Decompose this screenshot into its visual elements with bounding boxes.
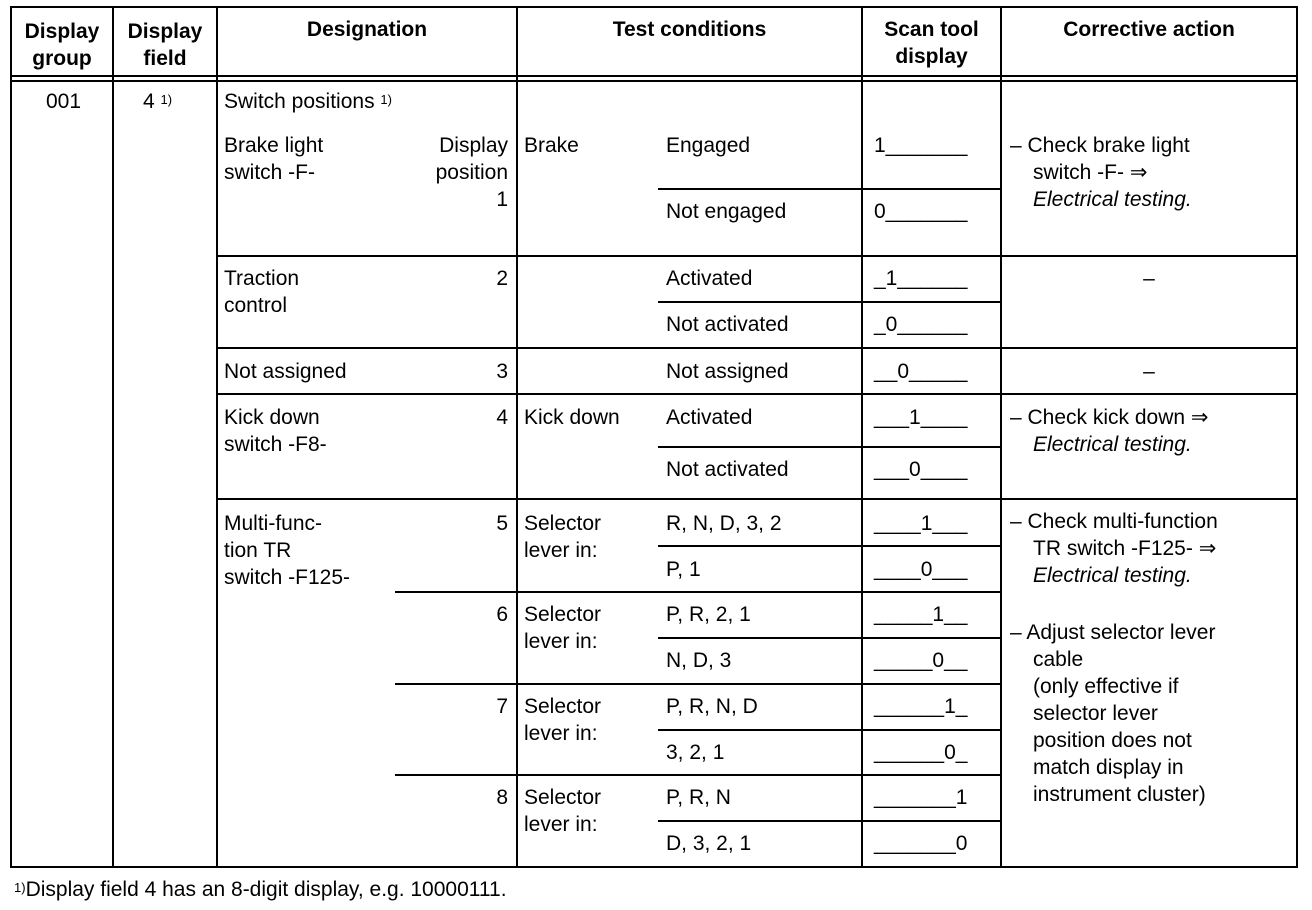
footnote-mark: 1): [14, 880, 26, 895]
brake-switch-name-line1: Brake light: [224, 134, 324, 157]
brake-state-not-engaged: Not engaged: [666, 200, 787, 223]
switch-positions-footnote-mark: 1): [380, 92, 392, 107]
traction-position-number: 2: [496, 267, 508, 290]
mf-action2-line6: match display in: [1033, 756, 1184, 779]
unassigned-display: __0_____: [874, 360, 968, 383]
display-group-value: 001: [46, 90, 82, 113]
unassigned-position-number: 3: [496, 360, 508, 383]
traction-state-not-activated: Not activated: [666, 313, 789, 336]
header-corrective-action: Corrective action: [1063, 18, 1235, 41]
traction-name-line1: Traction: [224, 267, 300, 290]
header-display-field-line2: field: [143, 47, 187, 70]
traction-display-activated: _1______: [874, 267, 968, 290]
mf-action2-line7: instrument cluster): [1033, 783, 1206, 806]
multifunction-name-line1: Multi-func-: [224, 512, 323, 535]
brake-action-link: Electrical testing.: [1033, 188, 1192, 211]
mf-position-8-state-b: D, 3, 2, 1: [666, 832, 752, 855]
mf-action1-line1: – Check multi-function: [1010, 510, 1218, 533]
mf-action1-line2: TR switch -F125- ⇒: [1033, 537, 1217, 560]
header-display-group-line2: group: [32, 47, 92, 70]
display-field-value: [143, 88, 172, 115]
kickdown-position-number: 4: [496, 406, 508, 429]
brake-action-line2: switch -F- ⇒: [1033, 161, 1148, 184]
brake-state-engaged: Engaged: [666, 134, 751, 157]
brake-corrective-action: [1010, 132, 1192, 213]
mf-corrective-action-adjust: [1010, 619, 1215, 808]
mf5-selector-line2: lever in:: [524, 539, 598, 562]
multifunction-name: [224, 510, 350, 591]
header-display-field: [114, 18, 216, 72]
display-position-line1: Display: [439, 134, 508, 157]
brake-switch-name-line2: switch -F-: [224, 161, 315, 184]
traction-name: [224, 265, 299, 319]
mf-position-6-state-a: P, R, 2, 1: [666, 603, 751, 626]
traction-name-line2: control: [224, 294, 288, 317]
mf7-selector-line2: lever in:: [524, 722, 598, 745]
header-test-conditions: Test conditions: [612, 18, 767, 41]
traction-corrective-action: –: [1143, 267, 1155, 290]
unassigned-name: Not assigned: [224, 360, 347, 383]
brake-action-line1: – Check brake light: [1010, 134, 1190, 157]
mf-position-6-state-b: N, D, 3: [666, 649, 732, 672]
mf8-selector-line1: Selector: [524, 786, 602, 809]
kickdown-display-not-activated: ___0____: [874, 458, 968, 481]
mf-position-7-state-b: 3, 2, 1: [666, 741, 725, 764]
unassigned-corrective-action: –: [1143, 360, 1155, 383]
mf-action2-line1: – Adjust selector lever: [1010, 621, 1216, 644]
header-scan-line1: Scan tool: [884, 18, 979, 41]
brake-condition: Brake: [524, 134, 579, 157]
mf-position-7-number: 7: [496, 695, 508, 718]
brake-display-not-engaged: 0_______: [874, 200, 968, 223]
mf-action1-link: Electrical testing.: [1033, 564, 1192, 587]
header-display-group-line1: Display: [24, 20, 100, 43]
switch-positions-label: Switch positions: [224, 90, 375, 113]
display-position-line2: position: [435, 161, 508, 184]
switch-positions-title: [224, 88, 392, 115]
kickdown-condition: Kick down: [524, 406, 620, 429]
multifunction-name-line3: switch -F125-: [224, 566, 351, 589]
header-display-field-line1: Display: [127, 20, 203, 43]
mf-position-5-selector: [524, 510, 601, 564]
mf-position-7-selector: [524, 693, 601, 747]
mf-position-6-selector: [524, 601, 601, 655]
brake-switch-name: [224, 132, 323, 186]
mf-position-5-state-a: R, N, D, 3, 2: [666, 512, 782, 535]
kickdown-state-not-activated: Not activated: [666, 458, 789, 481]
mf-position-6-display-a: _____1__: [874, 603, 968, 626]
footnote-text: Display field 4 has an 8-digit display, e.g. 10000111.: [25, 878, 507, 901]
header-scan-line2: display: [895, 45, 968, 68]
mf-position-7-display-a: ______1_: [874, 695, 968, 718]
mf-position-6-number: 6: [496, 603, 508, 626]
mf5-selector-line1: Selector: [524, 512, 602, 535]
multifunction-name-line2: tion TR: [224, 539, 292, 562]
brake-display-engaged: 1_______: [874, 134, 968, 157]
mf-position-5-state-b: P, 1: [666, 558, 701, 581]
traction-display-not-activated: _0______: [874, 313, 968, 336]
kickdown-name: [224, 404, 327, 458]
header-display-group: [12, 18, 112, 72]
kickdown-display-activated: ___1____: [874, 406, 968, 429]
traction-state-activated: Activated: [666, 267, 753, 290]
kickdown-action-line1: – Check kick down ⇒: [1010, 406, 1209, 429]
mf-position-7-state-a: P, R, N, D: [666, 695, 758, 718]
mf-corrective-action-check: [1010, 508, 1218, 589]
footnote: [14, 876, 507, 903]
kickdown-name-line2: switch -F8-: [224, 433, 327, 456]
mf8-selector-line2: lever in:: [524, 813, 598, 836]
kickdown-name-line1: Kick down: [224, 406, 320, 429]
header-scan-tool-display: [863, 16, 1000, 70]
brake-position-number: 1: [496, 188, 508, 211]
mf-position-5-number: 5: [496, 512, 508, 535]
kickdown-action-link: Electrical testing.: [1033, 433, 1192, 456]
kickdown-corrective-action: [1010, 404, 1209, 458]
display-field-footnote-mark: 1): [160, 92, 173, 107]
display-position-label: [400, 132, 508, 213]
mf-action2-line3: (only effective if: [1033, 675, 1179, 698]
mf7-selector-line1: Selector: [524, 695, 602, 718]
mf-position-8-display-a: _______1: [874, 786, 968, 809]
mf-position-8-state-a: P, R, N: [666, 786, 731, 809]
mf-action2-line5: position does not: [1033, 729, 1192, 752]
mf6-selector-line1: Selector: [524, 603, 602, 626]
mf-position-5-display-b: ____0___: [874, 558, 968, 581]
mf-position-7-display-b: ______0_: [874, 741, 968, 764]
unassigned-state: Not assigned: [666, 360, 789, 383]
mf-action2-line4: selector lever: [1033, 702, 1158, 725]
mf6-selector-line2: lever in:: [524, 630, 598, 653]
mf-position-8-number: 8: [496, 786, 508, 809]
kickdown-state-activated: Activated: [666, 406, 753, 429]
mf-action2-line2: cable: [1033, 648, 1084, 671]
mf-position-8-display-b: _______0: [874, 832, 968, 855]
mf-position-5-display-a: ____1___: [874, 512, 968, 535]
mf-position-8-selector: [524, 784, 601, 838]
mf-position-6-display-b: _____0__: [874, 649, 968, 672]
header-designation: Designation: [306, 18, 428, 41]
display-field-number: 4: [143, 90, 155, 113]
